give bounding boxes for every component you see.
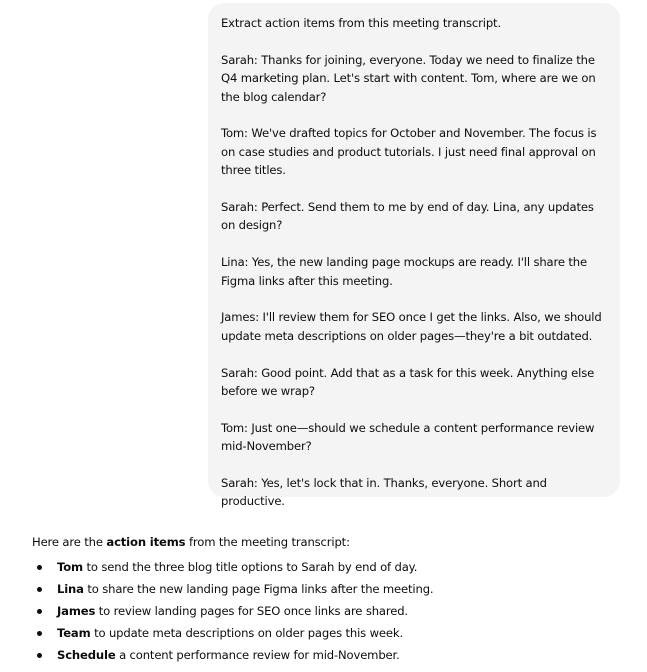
transcript-line: James: I'll review them for SEO once I get the links. Also, we should update meta descriptions on older pages—they're a bit outdated. <box>221 310 602 343</box>
action-item-owner: Lina <box>57 582 84 596</box>
user-message-bubble <box>208 3 620 509</box>
action-item-text: to send the three blog title options to Sarah by end of day. <box>82 560 418 574</box>
assistant-message <box>32 533 632 666</box>
bullet-icon <box>37 587 42 592</box>
action-item-owner: James <box>57 604 96 618</box>
transcript-line: Sarah: Yes, let's lock that in. Thanks, everyone. Short and productive. <box>221 476 547 509</box>
action-item-text: to review landing pages for SEO once links are shared. <box>95 604 408 618</box>
transcript-line: Tom: We've drafted topics for October and November. The focus is on case studies and product tutorials. I just need final approval on three titles. <box>221 126 597 178</box>
action-item <box>32 600 632 622</box>
transcript-line: Lina: Yes, the new landing page mockups are ready. I'll share the Figma links after this meeting. <box>221 255 587 288</box>
user-message-line: Extract action items from this meeting transcript. <box>221 16 501 30</box>
intro-bold: action items <box>106 535 186 549</box>
assistant-intro <box>32 533 632 551</box>
bullet-icon <box>37 653 42 658</box>
transcript-line: Sarah: Perfect. Send them to me by end of day. Lina, any updates on design? <box>221 200 594 233</box>
bullet-icon <box>37 565 42 570</box>
action-item-owner: Team <box>57 626 91 640</box>
bullet-icon <box>37 609 42 614</box>
transcript-line: Sarah: Good point. Add that as a task for this week. Anything else before we wrap? <box>221 365 595 399</box>
action-items-list <box>32 556 632 666</box>
transcript-line: Tom: Just one—should we schedule a content performance review mid-November? <box>221 420 595 454</box>
action-item <box>32 578 632 600</box>
action-item-text: to share the new landing page Figma links after the meeting. <box>83 582 434 596</box>
action-item <box>32 644 632 666</box>
action-item <box>32 622 632 644</box>
bullet-icon <box>37 631 42 636</box>
action-item <box>32 556 632 578</box>
action-item-text: to update meta descriptions on older pages this week. <box>90 626 403 640</box>
action-item-text: a content performance review for mid-November. <box>115 648 400 662</box>
action-item-owner: Tom <box>57 560 83 574</box>
intro-suffix: from the meeting transcript: <box>185 535 350 549</box>
transcript-line: Sarah: Thanks for joining, everyone. Today we need to finalize the Q4 marketing plan. Let's start with content. Tom, where are we on the blog calendar? <box>221 52 596 104</box>
intro-prefix: Here are the <box>32 535 107 549</box>
action-item-owner: Schedule <box>57 648 116 662</box>
